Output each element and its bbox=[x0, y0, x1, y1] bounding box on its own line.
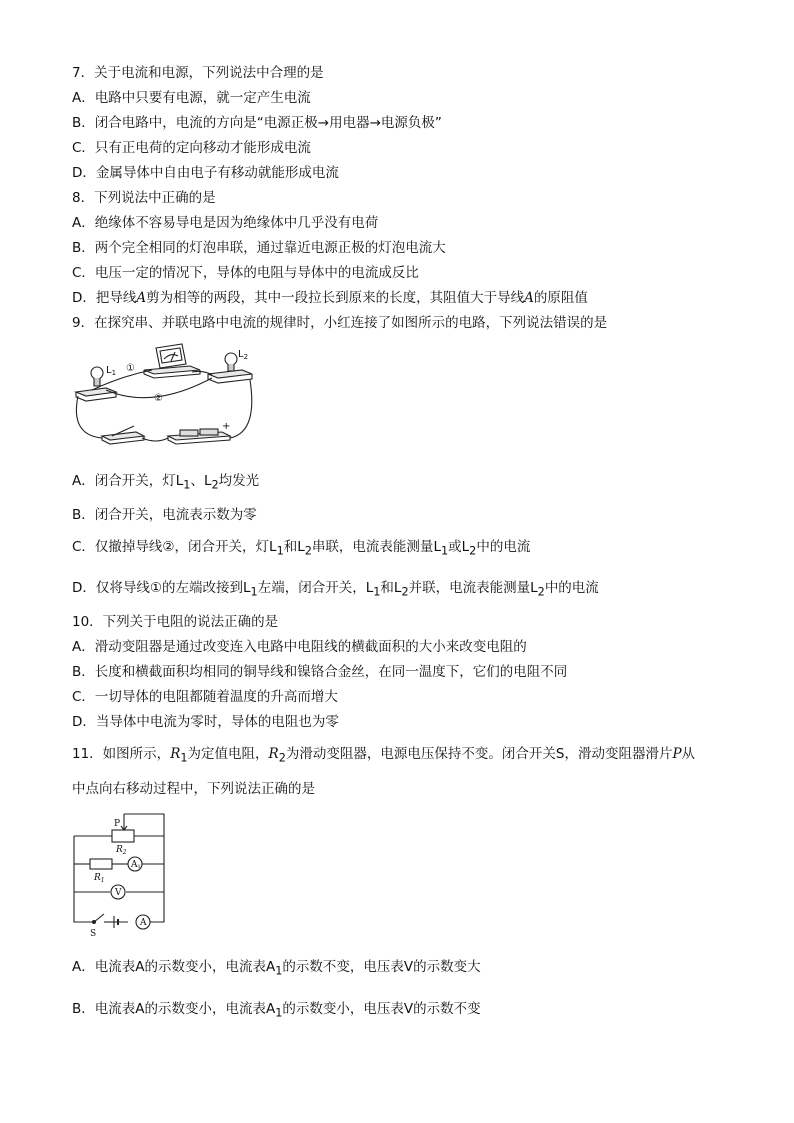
voltmeter-v-label: V bbox=[115, 888, 122, 898]
series-parallel-circuit-figure bbox=[72, 340, 262, 452]
question-8-option-b: B．两个完全相同的灯泡串联，通过靠近电源正极的灯泡电流大 bbox=[72, 240, 446, 256]
svg-text:R1 bbox=[93, 873, 105, 884]
resistor-r1-label: R bbox=[94, 873, 101, 883]
ammeter-a1-label: A bbox=[131, 860, 138, 870]
wire-1-label: ① bbox=[126, 363, 135, 374]
question-7-option-c: C．只有正电荷的定向移动才能形成电流 bbox=[72, 140, 311, 156]
question-9-option-c: C．仅撤掉导线②，闭合开关，灯$L_1$和$L_2$串联，电流表能测量$L_1$或$L_2$中的电流 bbox=[72, 539, 531, 558]
question-10-stem: 10．下列关于电阻的说法正确的是 bbox=[72, 614, 279, 630]
question-11-stem-line-1: 11．如图所示，$R_1$为定值电阻，$R_2$为滑动变阻器，电源电压保持不变。闭合开关S，滑动变阻器滑片P从 bbox=[72, 746, 696, 765]
ammeter-a-label: A bbox=[140, 918, 147, 928]
question-10-option-d: D．当导体中电流为零时，导体的电阻也为零 bbox=[72, 714, 339, 730]
question-8-stem: 8．下列说法中正确的是 bbox=[72, 190, 216, 206]
lamp-l1-subscript: 1 bbox=[111, 369, 117, 377]
switch-s-label: S bbox=[90, 929, 97, 939]
svg-text:L2 bbox=[238, 349, 248, 361]
question-11-stem-line-2: 中点向右移动过程中，下列说法正确的是 bbox=[72, 781, 315, 797]
svg-text:R2 bbox=[115, 845, 127, 856]
wire-2-label: ② bbox=[154, 393, 163, 404]
question-10-option-c: C．一切导体的电阻都随着温度的升高而增大 bbox=[72, 689, 338, 705]
ammeter-a1-subscript: 1 bbox=[137, 864, 141, 870]
slider-p-label: P bbox=[114, 819, 121, 829]
question-7-option-d: D．金属导体中自由电子有移动就能形成电流 bbox=[72, 165, 339, 181]
question-10-option-a: A．滑动变阻器是通过改变连入电路中电阻线的横截面积的大小来改变电阻的 bbox=[72, 639, 527, 655]
question-8-option-a: A．绝缘体不容易导电是因为绝缘体中几乎没有电荷 bbox=[72, 215, 379, 231]
question-9-option-a: A．闭合开关，灯$L_1$、$L_2$均发光 bbox=[72, 473, 260, 492]
battery-plus-label: + bbox=[222, 421, 231, 432]
lamp-l1-label: L bbox=[106, 365, 112, 376]
question-11-option-a: A．电流表A的示数变小，电流表$A_1$的示数不变，电压表V的示数变大 bbox=[72, 959, 481, 978]
question-9-stem: 9．在探究串、并联电路中电流的规律时，小红连接了如图所示的电路，下列说法错误的是 bbox=[72, 315, 608, 331]
rheostat-circuit-figure bbox=[68, 812, 172, 940]
question-9-option-d: D．仅将导线①的左端改接到$L_1$左端，闭合开关，$L_1$和$L_2$并联，电流表能测量$L_2$中的电流 bbox=[72, 580, 599, 599]
lamp-l2-label: L bbox=[238, 349, 244, 360]
resistor-r2-label: R bbox=[116, 845, 123, 855]
question-7-option-a: A．电路中只要有电源，就一定产生电流 bbox=[72, 90, 311, 106]
resistor-r2-subscript: 2 bbox=[122, 849, 127, 856]
question-10-option-b: B．长度和横截面积均相同的铜导线和镍铬合金丝，在同一温度下，它们的电阻不同 bbox=[72, 664, 568, 680]
svg-text:L1 bbox=[106, 365, 116, 377]
question-9-option-b: B．闭合开关，电流表示数为零 bbox=[72, 507, 257, 523]
resistor-r1-subscript: 1 bbox=[100, 877, 105, 884]
question-8-option-d: D．把导线A剪为相等的两段，其中一段拉长到原来的长度，其阻值大于导线A的原阻值 bbox=[72, 290, 588, 306]
question-7-option-b: B．闭合电路中，电流的方向是“电源正极→用电器→电源负极” bbox=[72, 115, 442, 131]
question-7-stem: 7．关于电流和电源，下列说法中合理的是 bbox=[72, 65, 324, 81]
question-8-option-c: C．电压一定的情况下，导体的电阻与导体中的电流成反比 bbox=[72, 265, 419, 281]
lamp-l2-subscript: 2 bbox=[243, 353, 249, 361]
question-11-option-b: B．电流表A的示数变小，电流表$A_1$的示数变小，电压表V的示数不变 bbox=[72, 1001, 481, 1020]
